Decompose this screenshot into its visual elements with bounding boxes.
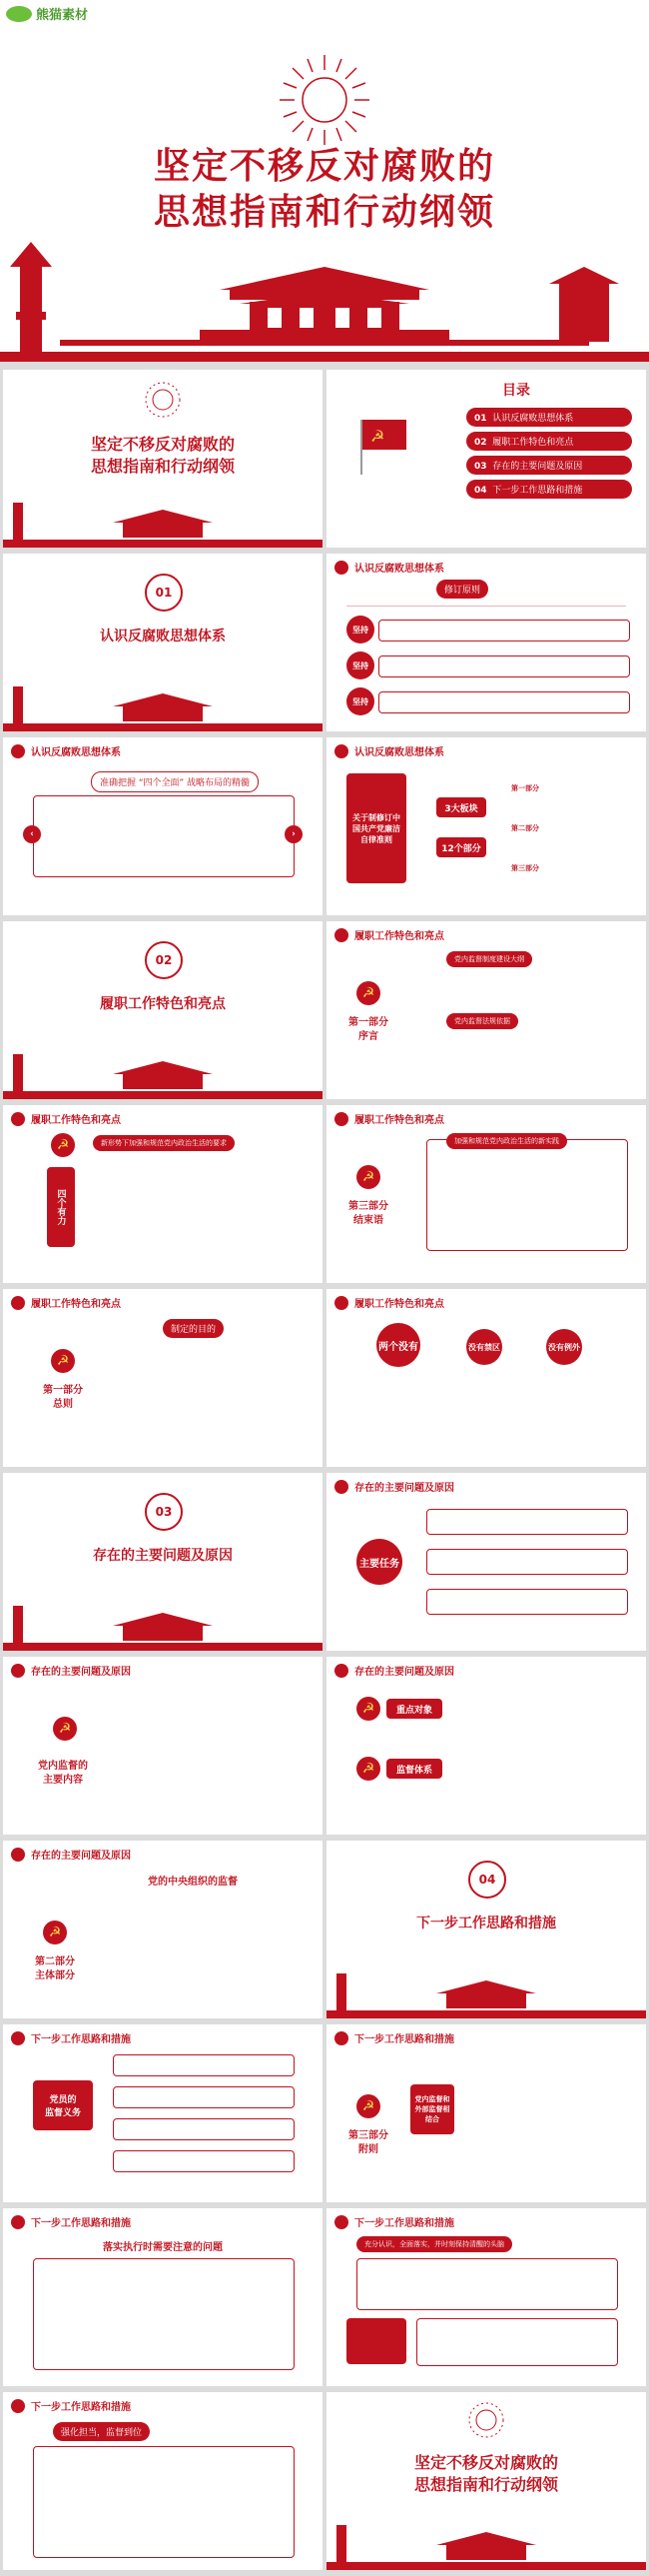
part-label-1: 第一部分 [511,784,539,792]
part-label: 第二部分 [35,1956,75,1967]
emblem-icon [11,1296,25,1310]
emblem-icon [334,928,348,942]
slide-section-01[interactable] [3,554,323,731]
understanding-pill: 充分认识，全面落实，并时刻保持清醒的头脑 [356,2236,512,2252]
tiananmen-illustration [326,2520,646,2570]
main-tasks-circle: 主要任务 [356,1539,402,1585]
closing-title-line2: 思想指南和行动纲领 [413,2475,558,2494]
task-row-1 [426,1509,628,1535]
principles-pill: 修订原则 [436,580,488,599]
slide-header: 下一步工作思路和措施 [334,2030,454,2045]
closing-title-line1: 坚定不移反对腐败的 [413,2453,558,2472]
revision-box: 关于制修订中国共产党廉洁自律准则 [346,773,406,883]
slide-cover-mini[interactable] [3,370,323,548]
slide-header: 认识反腐败思想体系 [11,743,121,758]
principle-badge-1: 坚持 [346,616,374,644]
task-row-3 [426,1589,628,1615]
part-sub: 总则 [53,1399,73,1410]
part-sub: 附则 [358,2144,378,2155]
central-supervision-heading: 党的中央组织的监督 [148,1877,238,1888]
logo-text: 熊猫素材 [36,8,89,23]
principle-row-2 [378,655,630,677]
cover-slide [0,0,649,362]
principle-row-3 [378,691,630,713]
emblem-icon [334,561,348,575]
slide-key-targets[interactable] [326,1657,646,1835]
section-title: 认识反腐败思想体系 [100,629,226,644]
emblem-icon [11,1848,25,1862]
part-label: 第三部分 [348,2130,388,2141]
slide-supplementary[interactable] [326,2024,646,2202]
toc-item-2[interactable]: 02 履职工作特色和亮点 [466,432,632,451]
combined-supervision-box: 党内监督和外部监督相结合 [410,2084,454,2134]
slide-three-sections[interactable] [326,737,646,915]
principle-row-1 [378,620,630,642]
party-emblem-icon [356,1697,380,1721]
sunburst-icon [466,2400,506,2440]
slide-header: 存在的主要问题及原因 [11,1663,131,1678]
understanding-tag [346,2318,406,2364]
tiananmen-illustration [0,212,649,362]
emblem-icon [11,2399,25,2413]
slide-four-comprehensive[interactable] [3,737,323,915]
mini-title-line1: 坚定不移反对腐败的 [90,435,235,454]
party-emblem-icon [51,1133,75,1157]
obligation-row-2 [113,2086,295,2108]
toc-item-4[interactable]: 04 下一步工作思路和措施 [466,480,632,499]
party-emblem-icon [356,1757,380,1781]
party-emblem-icon [53,1717,77,1741]
svg-text:☭: ☭ [370,427,385,446]
part-label: 第一部分 [348,1017,388,1028]
section-title: 存在的主要问题及原因 [93,1548,233,1564]
section-number: 02 [145,941,183,979]
slide-implementation-notes[interactable] [3,2208,323,2386]
responsibility-pill: 强化担当，监督到位 [53,2422,150,2441]
slide-header: 存在的主要问题及原因 [11,1847,131,1862]
emblem-icon [334,1296,348,1310]
part-label: 第三部分 [348,1201,388,1212]
tiananmen-illustration [3,1049,323,1099]
emblem-icon [334,2031,348,2045]
slide-header: 下一步工作思路和措施 [334,2214,454,2229]
requirements-pill: 新形势下加强和规范党内政治生活的要求 [93,1135,235,1151]
logo-icon [6,6,32,22]
implementation-box [33,2258,295,2370]
party-flag-icon [346,410,416,480]
principle-badge-2: 坚持 [346,651,374,679]
section-title: 下一步工作思路和措施 [416,1916,556,1932]
emblem-icon [334,744,348,758]
member-obligation-box: 党员的 监督义务 [33,2080,93,2130]
emblem-icon [334,1480,348,1494]
slide-header: 存在的主要问题及原因 [334,1663,454,1678]
slide-header: 履职工作特色和亮点 [334,927,444,942]
no-forbidden-zone-circle: 没有禁区 [466,1329,502,1365]
emblem-icon [334,1664,348,1678]
slide-header: 下一步工作思路和措施 [11,2398,131,2413]
emblem-icon [11,2031,25,2045]
divider [346,606,626,607]
brand-logo [6,4,88,23]
tag-twelve-parts: 12个部分 [436,837,486,857]
part-sub: 主体部分 [35,1970,75,1981]
slide-section-03[interactable] [3,1473,323,1651]
toc-item-1[interactable]: 01 认识反腐败思想体系 [466,408,632,427]
section-number: 04 [468,1861,506,1899]
mini-title-line2: 思想指南和行动纲领 [90,457,235,476]
party-emblem-icon [43,1921,67,1944]
emblem-icon [11,1112,25,1126]
tiananmen-illustration [3,1601,323,1651]
slide-two-nones[interactable] [326,1289,646,1467]
implementation-heading: 落实执行时需要注意的问题 [103,2242,223,2253]
slide-section-02[interactable] [3,921,323,1099]
key-targets-tag: 重点对象 [386,1699,442,1719]
emblem-icon [334,1112,348,1126]
principle-badge-3: 坚持 [346,687,374,715]
slide-header: 存在的主要问题及原因 [334,1479,454,1494]
obligation-row-1 [113,2054,295,2076]
party-emblem-icon [51,1349,75,1373]
part-sub: 序言 [358,1031,378,1042]
slide-main-tasks[interactable] [326,1473,646,1651]
tiananmen-illustration [3,681,323,731]
slide-responsibility[interactable] [3,2392,323,2570]
slide-header: 履职工作特色和亮点 [11,1111,121,1126]
understanding-detail [416,2318,618,2366]
slide-preface[interactable] [326,921,646,1099]
responsibility-box [33,2446,295,2558]
practice-pill: 加强和规范党内政治生活的新实践 [446,1133,567,1149]
cover-title-line1: 坚定不移反对腐败的 [153,145,495,187]
slide-toc[interactable] [326,370,646,548]
party-emblem-icon [356,2094,380,2118]
slide-central-supervision[interactable] [3,1841,323,2018]
understanding-box [356,2258,618,2310]
strategy-box [33,795,295,877]
prev-arrow-icon[interactable]: ‹ [23,825,41,843]
slide-header: 履职工作特色和亮点 [334,1111,444,1126]
strategy-pill: 准确把握 “四个全面” 战略布局的精髓 [91,771,259,792]
slide-header: 履职工作特色和亮点 [334,1295,444,1310]
slide-four-forces[interactable] [3,1105,323,1283]
part-label-3: 第三部分 [511,864,539,872]
task-row-2 [426,1549,628,1575]
slide-member-obligations[interactable] [3,2024,323,2202]
slide-header: 履职工作特色和亮点 [11,1295,121,1310]
party-emblem-icon [356,981,380,1005]
slide-general-provisions[interactable] [3,1289,323,1467]
content-label-1: 党内监督的 [38,1761,88,1772]
party-emblem-icon [356,1165,380,1189]
two-nones-circle: 两个没有 [376,1323,420,1367]
tag-three-sections: 3大板块 [436,797,486,817]
title-pill-2: 党内监督法规依据 [446,1013,518,1029]
part-sub: 结束语 [353,1215,383,1226]
tiananmen-illustration [3,498,323,548]
slide-header: 下一步工作思路和措施 [11,2030,131,2045]
part-label: 第一部分 [43,1385,83,1396]
tiananmen-illustration [326,1968,646,2018]
slide-full-understanding[interactable] [326,2208,646,2386]
practice-box [426,1139,628,1251]
four-forces-label: 四个有力 [47,1167,75,1247]
slide-supervision-content[interactable] [3,1657,323,1835]
emblem-icon [11,2215,25,2229]
cover-title-line2: 思想指南和行动纲领 [153,191,495,233]
section-number: 03 [145,1493,183,1531]
slide-header: 认识反腐败思想体系 [334,743,444,758]
section-title: 履职工作特色和亮点 [100,996,226,1012]
emblem-icon [11,1664,25,1678]
sunburst-icon [143,380,183,420]
content-label-2: 主要内容 [43,1775,83,1786]
slide-header: 认识反腐败思想体系 [334,560,444,575]
emblem-icon [334,2215,348,2229]
slide-closing[interactable] [326,2392,646,2570]
slide-header: 下一步工作思路和措施 [11,2214,131,2229]
slide-conclusion[interactable] [326,1105,646,1283]
title-pill-1: 党内监督制度建设大纲 [446,951,532,967]
supervision-system-tag: 监督体系 [386,1759,442,1779]
emblem-icon [11,744,25,758]
next-arrow-icon[interactable]: › [285,825,303,843]
obligation-row-3 [113,2118,295,2140]
slide-principles[interactable] [326,554,646,731]
section-number: 01 [145,574,183,612]
slide-section-04[interactable] [326,1841,646,2018]
purpose-pill: 制定的目的 [163,1319,224,1338]
no-exception-circle: 没有例外 [546,1329,582,1365]
part-label-2: 第二部分 [511,824,539,832]
obligation-row-4 [113,2150,295,2172]
toc-item-3[interactable]: 03 存在的主要问题及原因 [466,456,632,475]
toc-heading: 目录 [502,383,530,399]
